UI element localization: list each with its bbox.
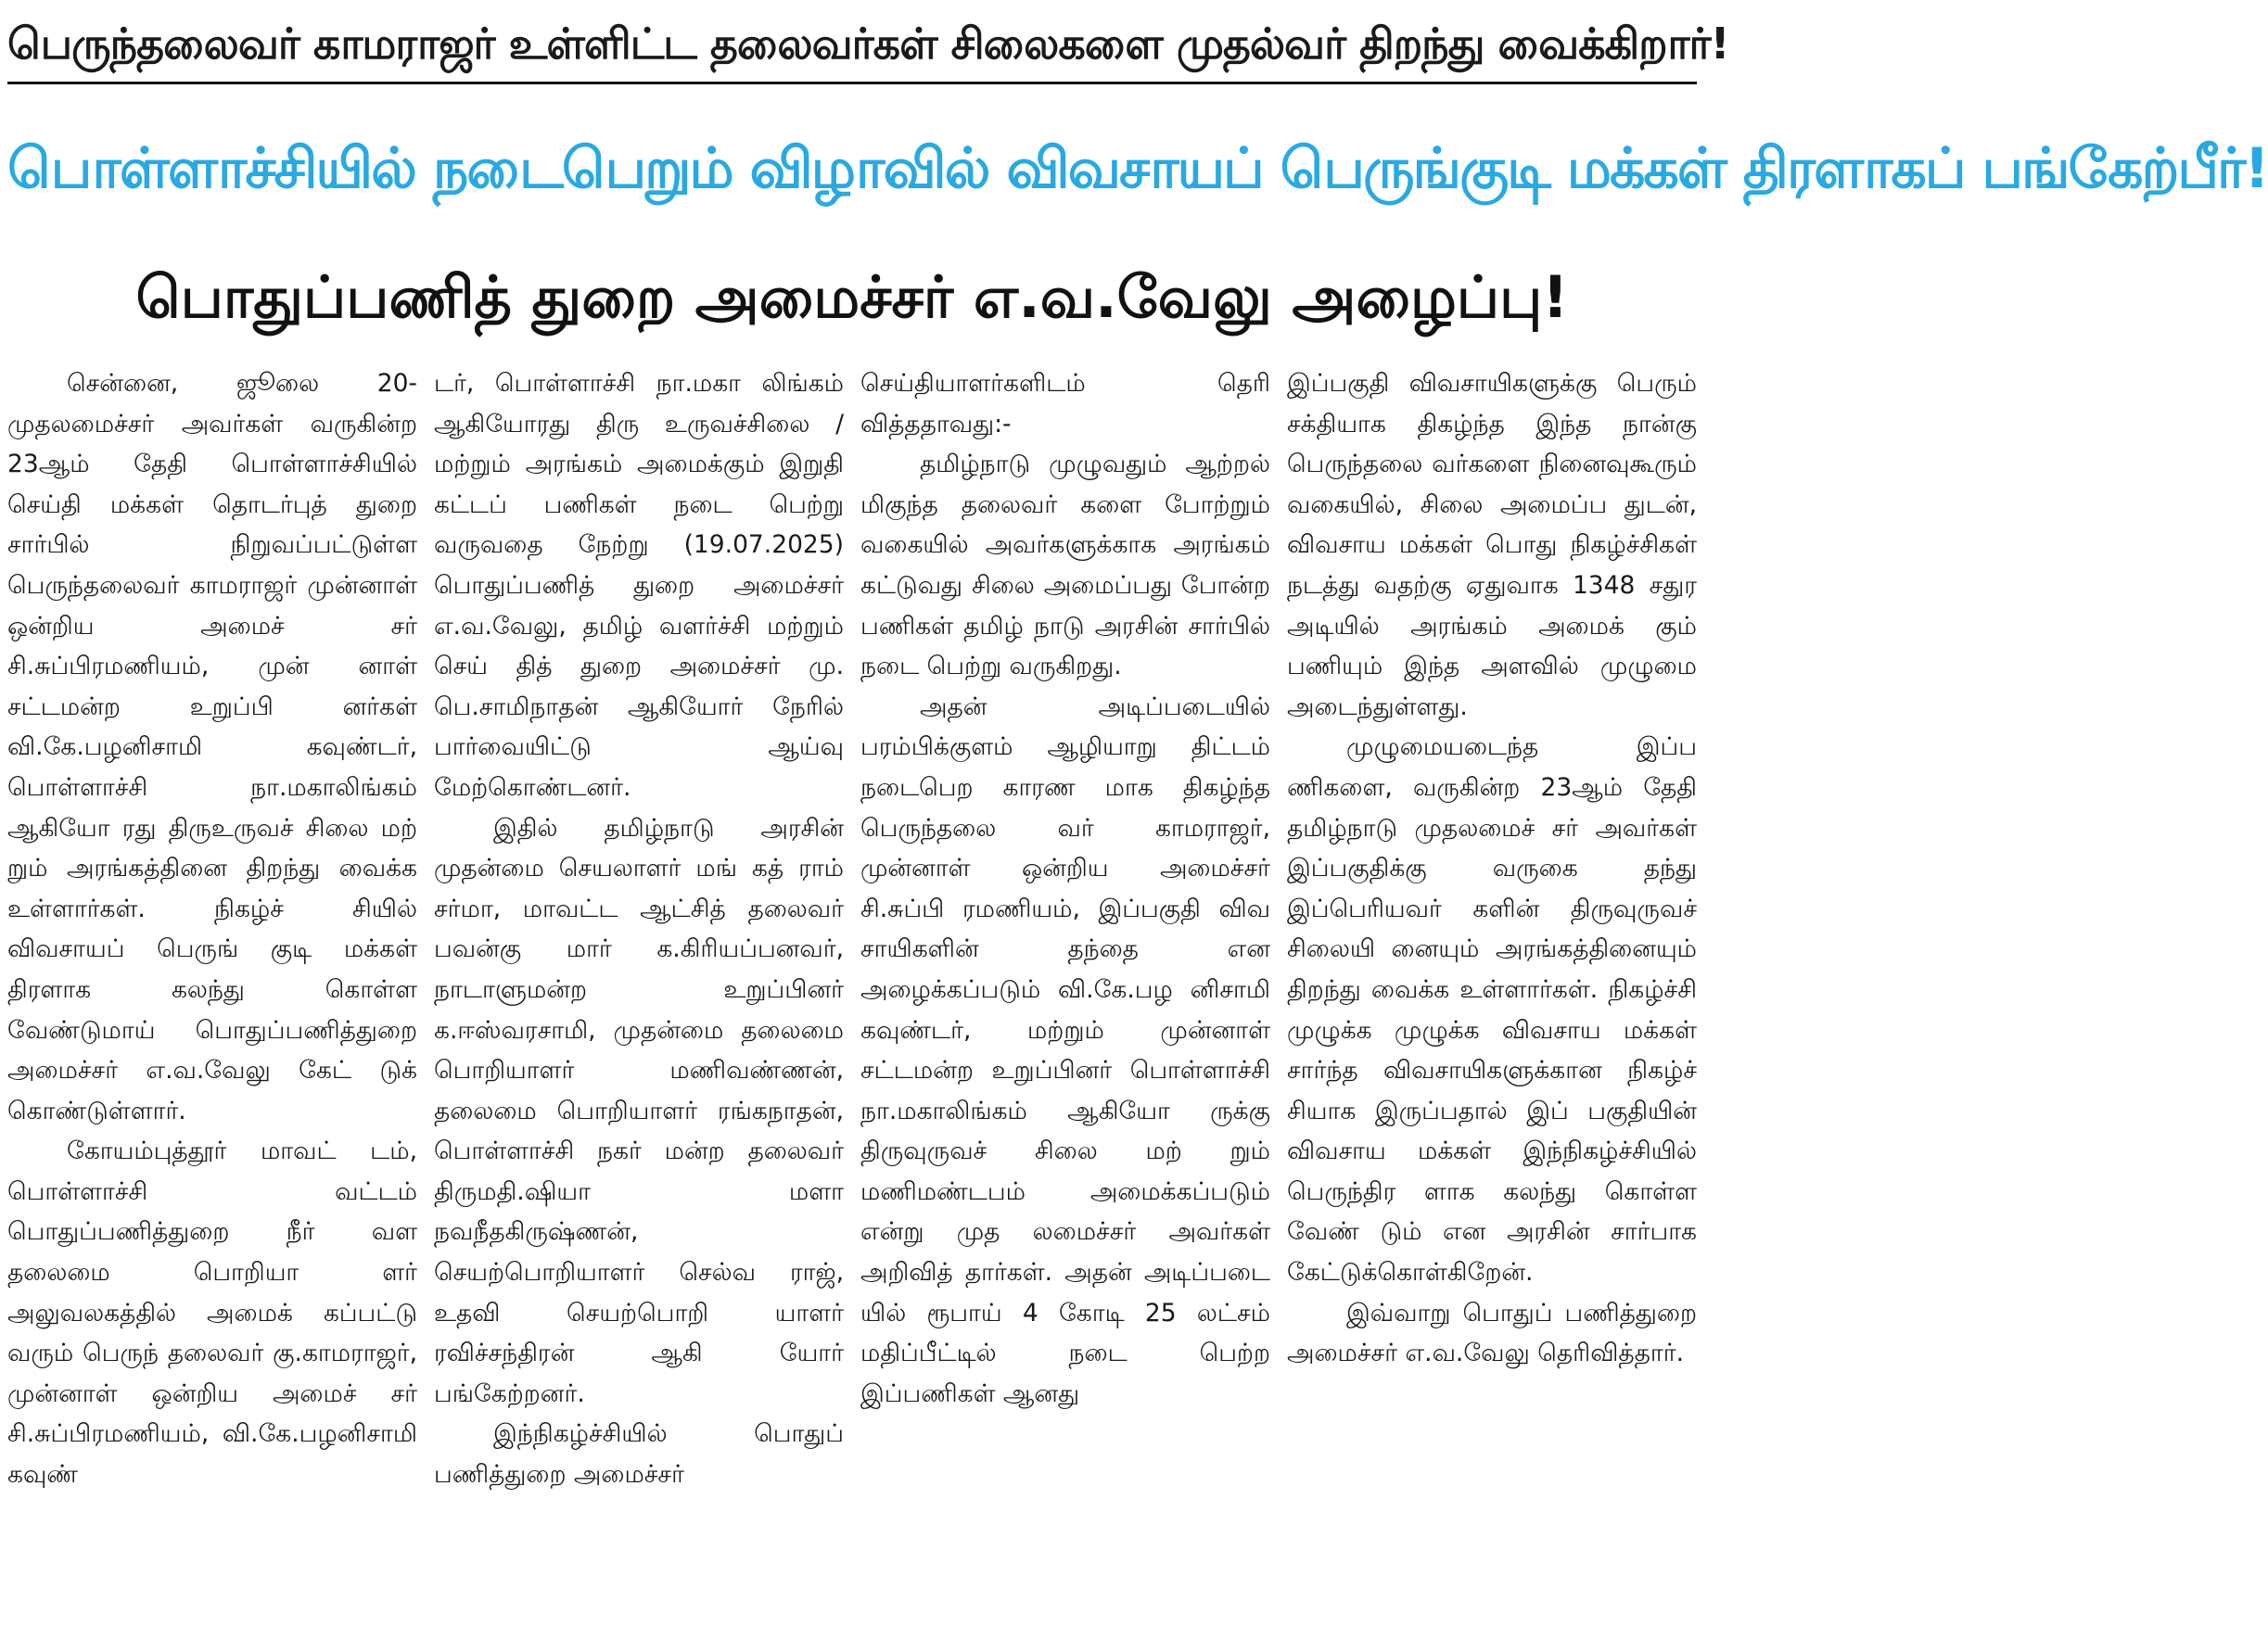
kicker-headline: பெருந்தலைவர் காமராஜர் உள்ளிட்ட தலைவர்கள் சிலைகளை முதல்வர் திறந்து வைக்கிறார்! (7, 6, 1697, 84)
paragraph: இப்பகுதி விவசாயிகளுக்கு பெரும் சக்தியாக திகழ்ந்த இந்த நான்கு பெருந்தலை வர்களை நினைவுகூரும் வகையில், சிலை அமைப்ப துடன், விவசாய மக்கள் பொது நிகழ்ச்சிகள் நடத்து வதற்கு ஏதுவாக 1348 சதுர அடியில் அரங்கம் அமைக் கும் பணியும் இந்த அளவில் முழுமை அடைந்துள்ளது. (1287, 369, 1697, 721)
paragraph: தமிழ்நாடு முழுவதும் ஆற்றல் மிகுந்த தலைவர் களை போற்றும் வகையில் அவர்களுக்காக அரங்கம் கட்டுவது சிலை அமைப்பது போன்ற பணிகள் தமிழ் நாடு அரசின் சார்பில் நடை பெற்று வருகிறது. (860, 450, 1270, 681)
paragraph: கோயம்புத்தூர் மாவட் டம், பொள்ளாச்சி வட்டம் பொதுப்பணித்துறை நீர் வள தலைமை பொறியா ளர் அலுவலகத்தில் அமைக் கப்பட்டு வரும் பெருந் தலைவர் கு.காமராஜர், முன்னாள் ஒன்றிய அமைச் சர் சி.சுப்பிரமணியம், வி.கே.பழனிசாமி கவுண் (7, 1137, 417, 1490)
article-column-2 (434, 363, 844, 1620)
paragraph: முழுமையடைந்த இப்ப ணிகளை, வருகின்ற 23ஆம் தேதி தமிழ்நாடு முதலமைச் சர் அவர்கள் இப்பகுதிக்கு வருகை தந்து இப்பெரியவர் களின் திருவுருவச் சிலையி னையும் அரங்கத்தினையும் திறந்து வைக்க உள்ளார்கள். நிகழ்ச்சி முழுக்க முழுக்க விவசாய மக்கள் சார்ந்த விவசாயிகளுக்கான நிகழ்ச் சியாக இருப்பதால் இப் பகுதியின் விவசாய மக்கள் இந்நிகழ்ச்சியில் பெருந்திர ளாக கலந்து கொள்ள வேண் டும் என அரசின் சார்பாக கேட்டுக்கொள்கிறேன். (1287, 732, 1697, 1288)
paragraph: சென்னை, ஜூலை 20- முதலமைச்சர் அவர்கள் வருகின்ற 23ஆம் தேதி பொள்ளாச்சியில் செய்தி மக்கள் தொடர்புத் துறை சார்பில் நிறுவப்பட்டுள்ள பெருந்தலைவர் காமராஜர் முன்னாள் ஒன்றிய அமைச் சர் சி.சுப்பிரமணியம், முன் னாள் சட்டமன்ற உறுப்பி னர்கள் வி.கே.பழனிசாமி கவுண்டர், பொள்ளாச்சி நா.மகாலிங்கம் ஆகியோ ரது திருஉருவச் சிலை மற் றும் அரங்கத்தினை திறந்து வைக்க உள்ளார்கள். நிகழ்ச் சியில் விவசாயப் பெருங் குடி மக்கள் திரளாக கலந்து கொள்ள வேண்டுமாய் பொதுப்பணித்துறை அமைச்சர் எ.வ.வேலு கேட் டுக் கொண்டுள்ளார். (7, 369, 417, 1125)
paragraph: இவ்வாறு பொதுப் பணித்துறை அமைச்சர் எ.வ.வேலு தெரிவித்தார். (1287, 1298, 1697, 1368)
sub-headline: பொதுப்பணித் துறை அமைச்சர் எ.வ.வேலு அழைப்பு! (135, 263, 1569, 331)
article-column-1 (7, 363, 417, 1620)
paragraph: இந்நிகழ்ச்சியில் பொதுப் பணித்துறை அமைச்சர் (434, 1419, 844, 1490)
article-body (7, 363, 1697, 1620)
paragraph: டர், பொள்ளாச்சி நா.மகா லிங்கம் ஆகியோரது திரு உருவச்சிலை / மற்றும் அரங்கம் அமைக்கும் இறுதி கட்டப் பணிகள் நடை பெற்று வருவதை நேற்று (19.07.2025) பொதுப்பணித் துறை அமைச்சர் எ.வ.வேலு, தமிழ் வளர்ச்சி மற்றும் செய் தித் துறை அமைச்சர் மு. பெ.சாமிநாதன் ஆகியோர் நேரில் பார்வையிட்டு ஆய்வு மேற்கொண்டனர். (434, 369, 844, 802)
paragraph: செய்தியாளர்களிடம் தெரி வித்ததாவது:- (860, 369, 1270, 438)
paragraph: இதில் தமிழ்நாடு அரசின் முதன்மை செயலாளர் மங் கத் ராம் சர்மா, மாவட்ட ஆட்சித் தலைவர் பவன்கு மார் க.கிரியப்பனவர், நாடாளுமன்ற உறுப்பினர் க.ஈஸ்வரசாமி, முதன்மை தலைமை பொறியாளர் மணிவண்ணன், தலைமை பொறியாளர் ரங்கநாதன், பொள்ளாச்சி நகர் மன்ற தலைவர் திருமதி.ஷியா மளா நவநீதகிருஷ்ணன், செயற்பொறியாளர் செல்வ ராஜ், உதவி செயற்பொறி யாளர் ரவிச்சந்திரன் ஆகி யோர் பங்கேற்றனர். (434, 813, 844, 1408)
paragraph: அதன் அடிப்படையில் பரம்பிக்குளம் ஆழியாறு திட்டம் நடைபெற காரண மாக திகழ்ந்த பெருந்தலை வர் காமராஜர், முன்னாள் ஒன்றிய அமைச்சர் சி.சுப்பி ரமணியம், இப்பகுதி விவ சாயிகளின் தந்தை என அழைக்கப்படும் வி.கே.பழ னிசாமி கவுண்டர், மற்றும் முன்னாள் சட்டமன்ற உறுப்பினர் பொள்ளாச்சி நா.மகாலிங்கம் ஆகியோ ருக்கு திருவுருவச் சிலை மற் றும் மணிமண்டபம் அமைக்கப்படும் என்று முத லமைச்சர் அவர்கள் அறிவித் தார்கள். அதன் அடிப்படை யில் ரூபாய் 4 கோடி 25 லட்சம் மதிப்பீட்டில் நடை பெற்ற இப்பணிகள் ஆனது (860, 692, 1270, 1408)
article-column-4 (1287, 363, 1697, 1620)
article-column-3 (860, 363, 1270, 1620)
main-headline: பொள்ளாச்சியில் நடைபெறும் விழாவில் விவசாயப் பெருங்குடி மக்கள் திரளாகப் பங்கேற்பீர்! (7, 136, 2268, 201)
